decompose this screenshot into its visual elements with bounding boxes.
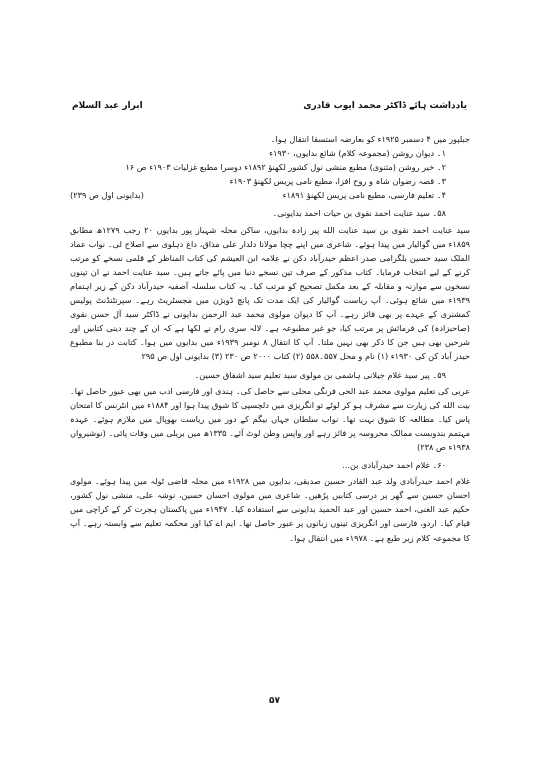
section-heading: ۶۰۔ غلام احمد حیدرآبادی بن... <box>342 460 446 471</box>
section-paragraph: سید عنایت احمد نقوی بن سید عنایت الله پیر زادہ بدایوں، ساکن محلہ شہباز پور بدایوں ۲۰ رجب ۱۲۷۹ھ مطابق ۱۸۵۹ء میں گوالیار میں پیدا ہوئے۔ شاعری میں اپنے چچا مولانا دلدار علی مذاق، داغ دہلوی سے اصلاح لی۔ نواب عماد الملک سید حسین بلگرامی صدر اعظم حیدرآباد دکن نے علامہ ابن العیشم کی کتاب المناظر کے قلمی نسخے کو مرتب کرنے کے لیے انتخاب فرمایا۔ کتاب مذکور کے صرف تین نسخے دنیا میں پائے جاتے ہیں۔ سید عنایت احمد نے ان تینوں نسخوں سے موازنہ و مقابلہ کے بعد مکمل تصحیح کو مرتب کیا۔ یہ کتاب سلسلہ آصفیہ حیدرآباد دکن کے زیر اہتمام ۱۹۳۹ء میں شائع ہوئی۔ آپ ریاست گوالیار کی ایک مدت تک پانچ ڈویژن میں مجسٹریٹ رہے۔ سپرنٹنڈنٹ پولیس کمشنری کے عہدے پر بھی فائز رہے۔ آپ کا دیوان مولوی محمد عبد الرحمن بدایونی نے ڈاکٹر سید آل حسن نقوی (صاحبزادہ) کی فرمائش پر مرتب کیا، جو غیر مطبوعہ ہے۔ لالہ سری رام نے لکھا ہے کہ ان کے چند دینی کتابیں اور شرحیں بھی ہیں جن کا ذکر بھی نہیں ملتا۔ آپ کا انتقال ۸ نومبر ۱۹۳۹ء میں بدایوں میں ہوا۔ کتابت در بنا مطبوع حیدر آباد کن کی ۱۹۳۰ء (۱) نام و محل ۵۵۷۔۵۵۸ (۲) کتاب ۲۰۰۰ ص ۲۳۰ (۳) بدایونی اول ص ۲۹۵ <box>70 224 470 362</box>
page-header <box>72 98 467 114</box>
work-item-text: ۴۔ تعلیم فارسی، مطبع نامی پریس لکھنؤ ۱۸۹۱ء <box>282 190 446 201</box>
work-item <box>70 146 470 160</box>
author-name: ابرار عبد السلام <box>72 101 143 111</box>
work-item-text: ۲۔ خیر روشن (مثنوی) مطبع منشی نول کشور لکھنؤ ۱۸۹۲ء دوسرا مطبع غزلیات ۱۹۰۳ء ص ۱۶ <box>125 162 446 173</box>
work-item <box>70 174 470 188</box>
page-number: ۵۷ <box>269 696 280 706</box>
intro-line: جبلپور میں ۴ دسمبر ۱۹۲۵ء کو بعارضہ استسقا انتقال ہوا۔ <box>270 134 470 144</box>
work-item-reference: (بدایونی اول ص ۲۳۹) <box>70 190 144 201</box>
section-heading: ۵۸۔ سید عنایت احمد نقوی بن حیات احمد بدایونی۔ <box>272 208 446 219</box>
main-text <box>70 132 470 545</box>
work-item-text: ۱۔ دیوان روشن (مجموعہ کلام) شائع بدایوں، ۱۹۳۰ء <box>269 148 446 159</box>
section-paragraph: عربی کی تعلیم مولوی محمد عبد الحی فرنگی محلی سے حاصل کی۔ ہندی اور فارسی ادب میں بھی عبور حاصل تھا۔ بیت الله کی زیارت سے مشرف ہو کر لوٹے تو انگریزی میں دلچسپی کا شوق پیدا ہوا اور ۱۸۸۴ء میں انٹرنس کا امتحان پاس کیا۔ مطالعہ کا شوق بہت تھا۔ نواب سلطان جہاں بیگم کے دور میں ریاست بھوپال میں ملازم ہوئے۔ عہدہ مہتمم بندوبست ممالک محروسہ پر فائز رہے اور واپس وطن لوٹ آئے۔ ۱۳۳۵ھ میں بریلی میں وفات پائی۔ (نوشیرواں ۱۹۳۸ء ص ۲۳۸) <box>70 385 471 452</box>
work-item <box>70 160 470 174</box>
section-heading: ۵۹۔ پیر سید غلام جیلانی ہاشمی بن مولوی سید تعلیم سید اشفاق حسین۔ <box>194 369 446 380</box>
work-item <box>70 188 470 202</box>
book-title: یادداشت ہائے ڈاکٹر محمد ایوب قادری <box>303 101 467 111</box>
section-paragraph: غلام احمد حیدرآبادی ولد عبد القادر حسین صدیقی، بدایوں میں ۱۹۲۸ء میں محلہ قاضی ٹولہ میں پیدا ہوئے۔ مولوی احسان حسین سے گھر پر درسی کتابیں پڑھیں۔ شاعری میں مولوی احسان حسین، نوشہ علی، منشی نول کشور، حکیم عبد الغنی، احمد حسین اور عبد الحمید بدایونی سے استفادہ کیا۔ ۱۹۴۷ء میں پاکستان ہجرت کر کے کراچی میں قیام کیا۔ اردو، فارسی اور انگریزی تینوں زبانوں پر عبور حاصل تھا۔ ایم اے کیا اور محکمہ تعلیم سے وابستہ رہے۔ آپ کا مجموعہ کلام زیر طبع ہے۔ ۱۹۷۸ء میں انتقال ہوا۔ <box>70 476 470 543</box>
work-item-text: ۳۔ قصہ رضوان شاہ و روح افزا، مطبع نامی پریس لکھنؤ ۱۹۰۳ء <box>229 176 446 187</box>
